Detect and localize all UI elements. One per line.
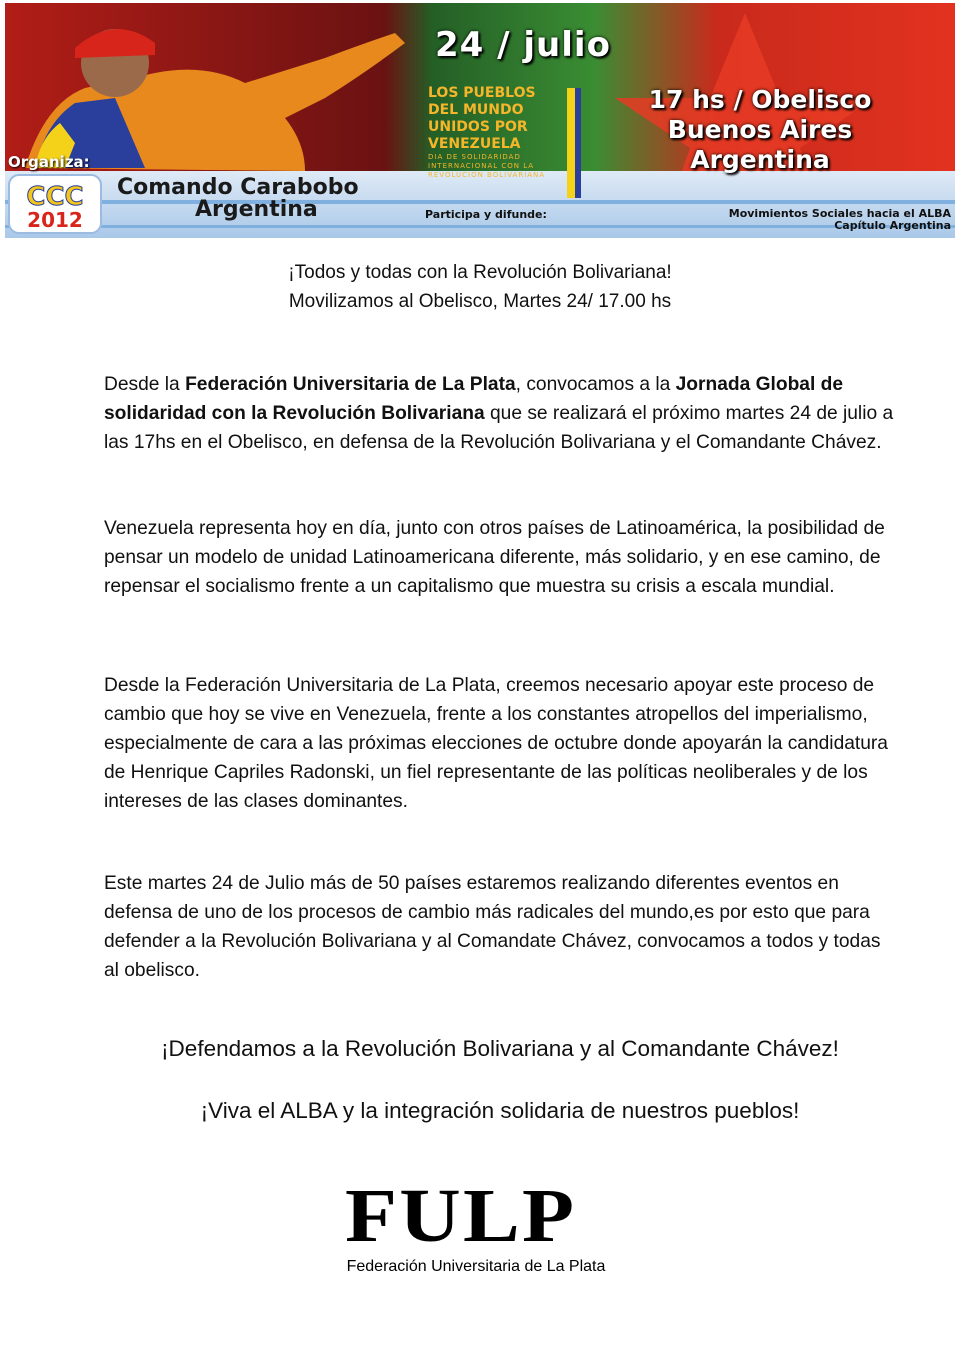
paragraph-evento: Este martes 24 de Julio más de 50 países estaremos realizando diferentes eventos en defensa de uno de los procesos de cambio más radicales del mundo,es por esto que para defender a la Revolución Bolivariana y al Comandate Chávez, convocamos a todos y todas al obelisco. bbox=[104, 873, 881, 981]
pueblos-line: VENEZUELA bbox=[428, 136, 521, 152]
pueblos-line: UNIDOS POR bbox=[428, 119, 528, 135]
paragraph-venezuela: Venezuela representa hoy en día, junto con otros países de Latinoamérica, la posibilidad de pensar un modelo de unidad Latinoamericana diferente, más solidario, y en ese camino, de repensar el socialismo frente a un capitalismo que muestra su crisis a escala mundial. bbox=[104, 518, 885, 597]
p1-bold-fulp: Federación Universitaria de La Plata bbox=[185, 374, 516, 395]
participa-label: Participa y difunde: bbox=[425, 208, 547, 221]
svg-text:2012: 2012 bbox=[27, 208, 83, 232]
pueblos-line: DEL MUNDO bbox=[428, 102, 524, 118]
ccc-2012-logo bbox=[7, 173, 103, 235]
fulp-logo: FULP bbox=[345, 1174, 577, 1258]
event-banner bbox=[5, 3, 955, 238]
paragraph-apoyo: Desde la Federación Universitaria de La Plata, creemos necesario apoyar este proceso de cambio que hoy se vive en Venezuela, frente a los constantes atropellos del imperialismo, especialmente de cara a las próximas elecciones de octubre donde apoyarán la candidatura de Henrique Capriles Radonski, un fiel representante de las políticas neoliberales y de los intereses de las clases dominantes. bbox=[104, 675, 888, 812]
paragraph-convocatoria bbox=[104, 370, 894, 457]
p1-text-e: que se realizará el próximo martes 24 de julio a las 17hs en el Obelisco, en defensa de la Revolución Bolivariana y el Comandante Chávez. bbox=[104, 403, 894, 453]
heading-line1: ¡Todos y todas con la Revolución Bolivariana! bbox=[288, 262, 672, 283]
slogan-defendamos: ¡Defendamos a la Revolución Bolivariana y al Comandante Chávez! bbox=[161, 1036, 839, 1061]
p1-text-c: , convocamos a la bbox=[515, 374, 676, 395]
movimientos-line1: Movimientos Sociales hacia el ALBA bbox=[728, 207, 951, 220]
pueblos-line: LOS PUEBLOS bbox=[428, 85, 536, 101]
event-place bbox=[600, 85, 920, 175]
comando-line1: Comando Carabobo bbox=[117, 175, 359, 200]
event-date: 24 / julio bbox=[435, 25, 611, 65]
place-line: 17 hs / Obelisco bbox=[648, 85, 872, 114]
p1-bold-jornada: Jornada Global de solidaridad con la Revolución Bolivariana bbox=[104, 374, 844, 424]
place-line: Buenos Aires bbox=[667, 115, 853, 144]
comando-carabobo bbox=[117, 177, 359, 221]
slogan-alba: ¡Viva el ALBA y la integración solidaria de nuestros pueblos! bbox=[200, 1098, 800, 1123]
p1-text-a: Desde la bbox=[104, 374, 186, 395]
organiza-label: Organiza: bbox=[8, 153, 90, 171]
pueblos-subtext: DIA DE SOLIDARIDAD INTERNACIONAL CON LA REVOLUCION BOLIVARIANA bbox=[428, 153, 546, 179]
heading-line2: Movilizamos al Obelisco, Martes 24/ 17.00 hs bbox=[288, 291, 672, 312]
pueblos-slogan bbox=[428, 85, 568, 180]
movimientos-line2: Capítulo Argentina bbox=[834, 219, 951, 232]
place-line: Argentina bbox=[690, 145, 830, 174]
svg-text:CCC: CCC bbox=[26, 182, 84, 212]
comando-line2: Argentina bbox=[195, 197, 318, 222]
fulp-subtitle: Federación Universitaria de La Plata bbox=[346, 1258, 606, 1275]
page-heading bbox=[0, 258, 960, 316]
movimientos-label bbox=[729, 208, 951, 232]
